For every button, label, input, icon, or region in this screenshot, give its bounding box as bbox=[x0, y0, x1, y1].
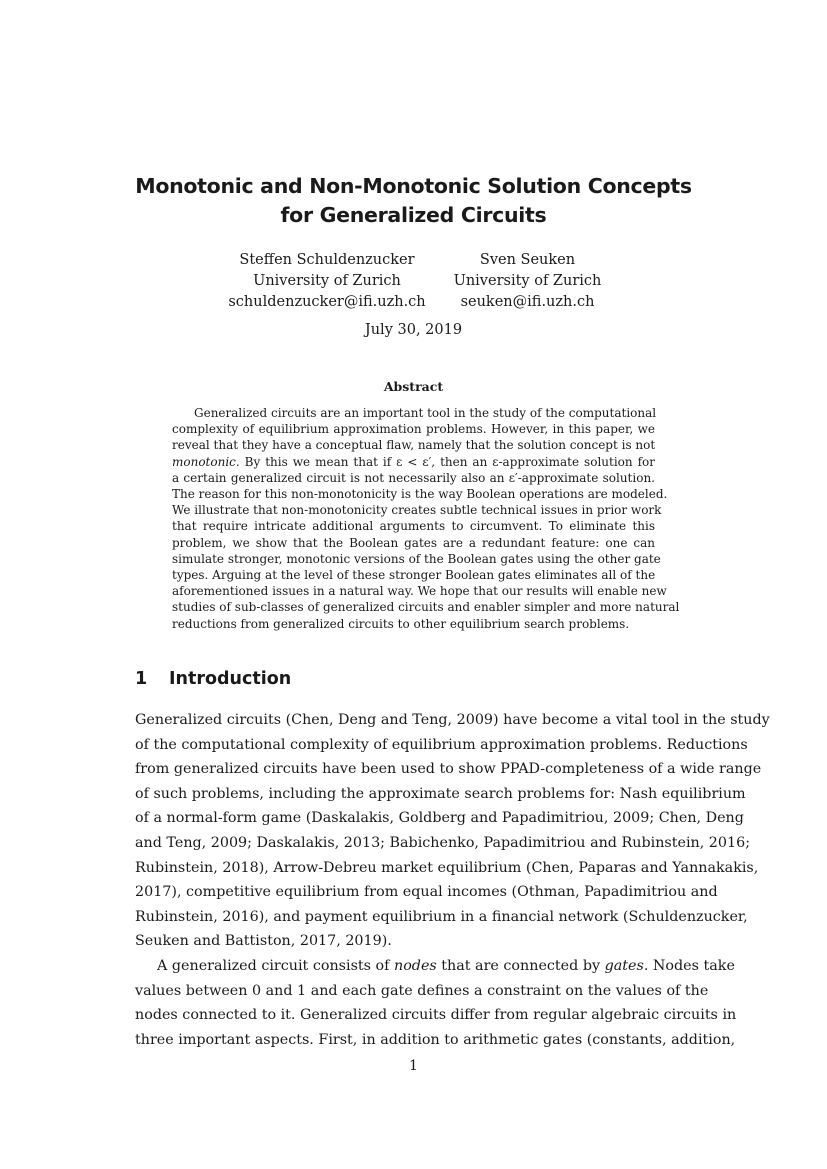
abstract-body bbox=[172, 405, 680, 632]
paper-title bbox=[100, 172, 727, 230]
author-name: Steffen Schuldenzucker bbox=[239, 252, 415, 268]
abstract-line: Generalized circuits are an important tool in the study of the computational bbox=[194, 406, 657, 420]
title-line: for Generalized Circuits bbox=[280, 203, 547, 227]
abstract-line: complexity of equilibrium approximation problems. However, in this paper, we bbox=[172, 422, 655, 437]
paragraph-line: A generalized circuit consists of nodes that are connected by gates. Nodes take bbox=[157, 957, 735, 974]
abstract-line: monotonic. By this we mean that if ε < ε′, then an ε-approximate solution for bbox=[172, 454, 655, 469]
title-line: Monotonic and Non-Monotonic Solution Concepts bbox=[135, 174, 692, 198]
abstract-line: aforementioned issues in a natural way. We hope that our results will enable new bbox=[172, 584, 667, 599]
paragraph-line: Generalized circuits (Chen, Deng and Teng, 2009) have become a vital tool in the study bbox=[135, 712, 770, 728]
section-title: Introduction bbox=[169, 669, 292, 689]
author-name: Sven Seuken bbox=[479, 252, 576, 268]
paragraph-line: and Teng, 2009; Daskalakis, 2013; Babichenko, Papadimitriou and Rubinstein, 2016; bbox=[135, 834, 751, 851]
abstract-heading: Abstract bbox=[383, 379, 444, 394]
abstract-line: simulate stronger, monotonic versions of the Boolean gates using the other gate bbox=[172, 551, 661, 566]
author-block bbox=[217, 250, 437, 313]
author-email: schuldenzucker@ifi.uzh.ch bbox=[228, 294, 426, 310]
paragraph-line: nodes connected to it. Generalized circuits differ from regular algebraic circuits in bbox=[135, 1007, 737, 1024]
author-email: seuken@ifi.uzh.ch bbox=[460, 294, 595, 310]
author-block bbox=[440, 250, 615, 313]
abstract-line: a certain generalized circuit is not necessarily also an ε′-approximate solution. bbox=[172, 470, 655, 485]
paragraph-line: values between 0 and 1 and each gate defines a constraint on the values of the bbox=[135, 982, 709, 999]
paper-date: July 30, 2019 bbox=[364, 322, 463, 338]
paragraph-line: Rubinstein, 2018), Arrow-Debreu market equilibrium (Chen, Paparas and Yannakakis, bbox=[135, 859, 759, 876]
author-affiliation: University of Zurich bbox=[453, 273, 602, 289]
abstract-line: reductions from generalized circuits to other equilibrium search problems. bbox=[172, 616, 630, 631]
paragraph-line: Seuken and Battiston, 2017, 2019). bbox=[135, 933, 392, 950]
abstract-line: The reason for this non-monotonicity is the way Boolean operations are modeled. bbox=[172, 487, 668, 502]
section-heading bbox=[135, 669, 291, 689]
abstract-line: that require intricate additional arguments to circumvent. To eliminate this bbox=[172, 519, 655, 534]
paragraph-line: of the computational complexity of equilibrium approximation problems. Reductions bbox=[135, 736, 748, 753]
abstract-line: We illustrate that non-monotonicity creates subtle technical issues in prior work bbox=[172, 503, 662, 518]
paragraph-line: 2017), competitive equilibrium from equal incomes (Othman, Papadimitriou and bbox=[135, 884, 718, 901]
abstract-line: problem, we show that the Boolean gates are a redundant feature: one can bbox=[172, 535, 655, 550]
section-number: 1 bbox=[135, 669, 148, 689]
abstract-line: reveal that they have a conceptual flaw, namely that the solution concept is not bbox=[172, 438, 656, 453]
abstract-line: types. Arguing at the level of these stronger Boolean gates eliminates all of the bbox=[172, 568, 656, 583]
paragraph-line: of such problems, including the approximate search problems for: Nash equilibrium bbox=[135, 785, 746, 802]
section-body bbox=[135, 708, 770, 1052]
abstract-line: studies of sub-classes of generalized circuits and enabler simpler and more natural bbox=[172, 600, 680, 615]
paragraph-line: three important aspects. First, in addition to arithmetic gates (constants, addition, bbox=[135, 1031, 736, 1048]
paragraph-line: Rubinstein, 2016), and payment equilibrium in a financial network (Schuldenzucker, bbox=[135, 908, 748, 925]
paragraph-line: from generalized circuits have been used to show PPAD-completeness of a wide range bbox=[135, 761, 762, 778]
page-number: 1 bbox=[409, 1058, 418, 1074]
paragraph-line: of a normal-form game (Daskalakis, Goldberg and Papadimitriou, 2009; Chen, Deng bbox=[135, 810, 744, 827]
author-affiliation: University of Zurich bbox=[253, 273, 401, 289]
